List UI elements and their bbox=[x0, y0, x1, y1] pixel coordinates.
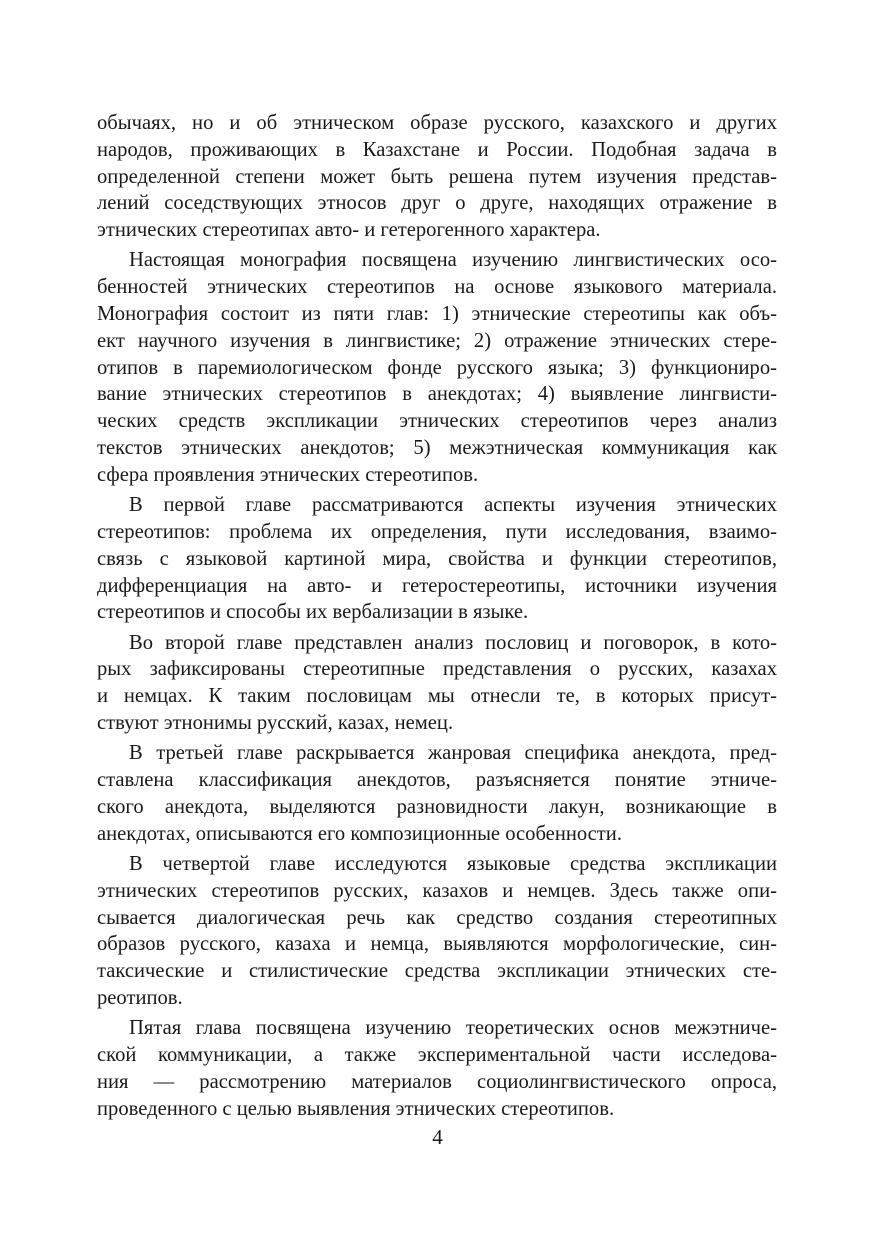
text-line: стереотипов и способы их вербализации в языке. bbox=[97, 601, 529, 624]
paragraph-chapter-five bbox=[97, 1015, 777, 1122]
text-line: ствуют этнонимы русский, казах, немец. bbox=[97, 712, 454, 735]
text-line: анекдотах, описываются его композиционные особенности. bbox=[97, 822, 622, 845]
paragraph-chapter-two bbox=[97, 630, 777, 737]
text-line: рых зафиксированы стереотипные представления о русских, казахах bbox=[97, 658, 777, 681]
text-line: текстов этнических анекдотов; 5) межэтническая коммуникация как bbox=[97, 437, 777, 460]
text-line: В четвертой главе исследуются языковые средства экспликации bbox=[129, 853, 777, 876]
text-line: проведенного с целью выявления этнических стереотипов. bbox=[97, 1097, 615, 1120]
text-line: Во второй главе представлен анализ пословиц и поговорок, в кото- bbox=[129, 631, 777, 654]
body-text bbox=[97, 110, 777, 1126]
text-line: сывается диалогическая речь как средство создания стереотипных bbox=[97, 906, 777, 929]
text-line: образов русского, казаха и немца, выявляются морфологические, син- bbox=[97, 933, 777, 956]
paragraph-chapter-one bbox=[97, 492, 777, 626]
text-line: ческих средств экспликации этнических стереотипов через анализ bbox=[97, 410, 777, 433]
text-line: В третьей главе раскрывается жанровая специфика анекдота, пред- bbox=[129, 742, 777, 765]
text-line: сфера проявления этнических стереотипов. bbox=[97, 463, 479, 486]
text-line: определенной степени может быть решена путем изучения представ- bbox=[97, 165, 777, 188]
text-line: народов, проживающих в Казахстане и России. Подобная задача в bbox=[97, 138, 777, 161]
text-line: связь с языковой картиной мира, свойства и функции стереотипов, bbox=[97, 547, 777, 570]
text-line: ект научного изучения в лингвистике; 2) отражение этнических стере- bbox=[97, 329, 777, 352]
paragraph-monograph-structure bbox=[97, 247, 777, 488]
text-line: этнических стереотипах авто- и гетерогенного характера. bbox=[97, 219, 601, 242]
text-line: обычаях, но и об этническом образе русского, казахского и других bbox=[97, 112, 777, 134]
text-line: таксические и стилистические средства экспликации этнических сте- bbox=[97, 960, 777, 983]
text-line: этнических стереотипов русских, казахов и немцев. Здесь также опи- bbox=[97, 879, 777, 902]
text-line: ставлена классификация анекдотов, разъясняется понятие этниче- bbox=[97, 769, 777, 792]
page-number: 4 bbox=[432, 1125, 443, 1149]
text-line: отипов в паремиологическом фонде русского языка; 3) функциониро- bbox=[97, 356, 777, 379]
text-line: вание этнических стереотипов в анекдотах; 4) выявление лингвисти- bbox=[97, 383, 777, 406]
text-line: ской коммуникации, а также экспериментальной части исследова- bbox=[97, 1044, 777, 1067]
text-line: Монография состоит из пяти глав: 1) этнические стереотипы как объ- bbox=[97, 303, 777, 326]
text-line: дифференциация на авто- и гетеростереотипы, источники изучения bbox=[97, 574, 777, 597]
text-line: реотипов. bbox=[97, 987, 183, 1009]
text-line: и немцах. К таким пословицам мы отнесли те, в которых присут- bbox=[97, 685, 777, 708]
text-line: ния — рассмотрению материалов социолингвистического опроса, bbox=[97, 1070, 777, 1093]
text-line: бенностей этнических стереотипов на основе языкового материала. bbox=[97, 276, 777, 299]
text-line: Настоящая монография посвящена изучению лингвистических осо- bbox=[129, 249, 777, 272]
text-line: стереотипов: проблема их определения, пути исследования, взаимо- bbox=[97, 520, 777, 543]
text-line: В первой главе рассматриваются аспекты изучения этнических bbox=[129, 494, 777, 517]
text-line: лений соседствующих этносов друг о друге, находящих отражение в bbox=[97, 192, 777, 215]
text-line: ского анекдота, выделяются разновидности лакун, возникающие в bbox=[97, 795, 777, 818]
text-line: Пятая глава посвящена изучению теоретических основ межэтниче- bbox=[129, 1017, 777, 1040]
paragraph-chapter-three bbox=[97, 740, 777, 847]
paragraph-intro-continued bbox=[97, 110, 777, 244]
paragraph-chapter-four bbox=[97, 851, 777, 1012]
